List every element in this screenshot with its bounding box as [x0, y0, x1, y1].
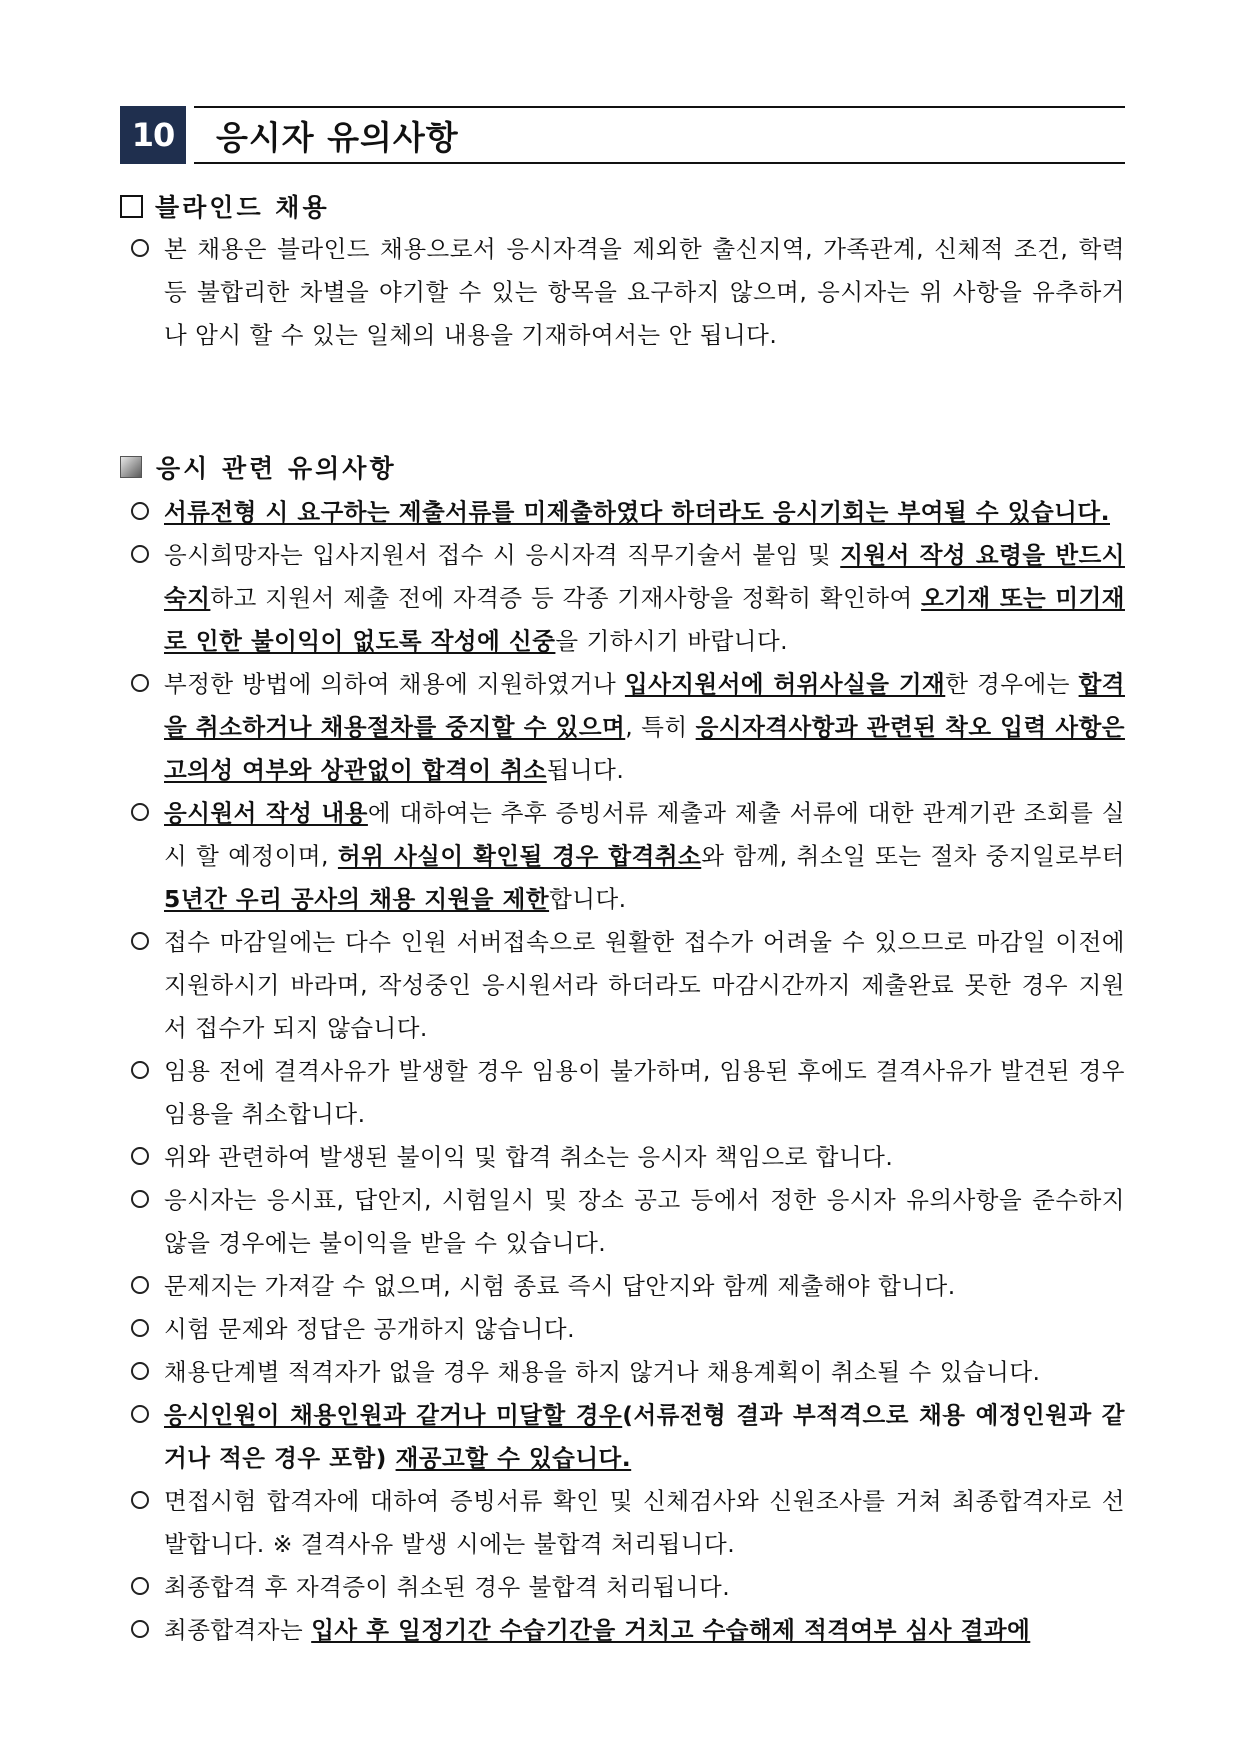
text-segment: 한 경우에는 [945, 670, 1079, 698]
text-segment: , 특히 [625, 713, 696, 741]
list-item [120, 1566, 1125, 1609]
list-item [120, 792, 1125, 921]
circle-bullet-icon [131, 1190, 149, 1208]
blind-recruitment-heading [120, 186, 1125, 226]
list-item-text [164, 1480, 1125, 1566]
list-item-text [164, 1265, 1125, 1308]
circle-bullet-icon [131, 1577, 149, 1595]
section-title: 응시자 유의사항 [216, 117, 459, 157]
circle-bullet-icon [131, 1061, 149, 1079]
emphasized-text: 5년간 우리 공사의 채용 지원을 제한 [164, 885, 550, 913]
text-segment: 본 채용은 블라인드 채용으로서 응시자격을 제외한 출신지역, 가족관계, 신체적 조건, 학력 등 불합리한 차별을 야기할 수 있는 항목을 요구하지 않으며, 응시자는 위 사항을 유추하거나 암시 할 수 있는 일체의 내용을 기재하여서는 안 됩니다. [164, 235, 1125, 349]
text-segment: 최종합격 후 자격증이 취소된 경우 불합격 처리됩니다. [164, 1573, 731, 1601]
list-item [120, 1050, 1125, 1136]
list-item [120, 1351, 1125, 1394]
list-item-text [164, 1179, 1125, 1265]
list-item-text [164, 1136, 1125, 1179]
list-item-text [164, 491, 1125, 534]
circle-bullet-icon [131, 674, 149, 692]
blind-bullet-list [120, 228, 1125, 357]
list-item-text [164, 1566, 1125, 1609]
notes-bullet-list [120, 491, 1125, 1652]
list-item [120, 228, 1125, 357]
list-item-text [164, 534, 1125, 663]
list-item [120, 1394, 1125, 1480]
list-item-text [164, 1351, 1125, 1394]
empty-square-icon [120, 195, 143, 218]
text-segment: 최종합격자는 [164, 1616, 312, 1644]
list-item-text [164, 792, 1125, 921]
text-segment: 면접시험 합격자에 대하여 증빙서류 확인 및 신체검사와 신원조사를 거쳐 최종합격자로 선발합니다. ※ 결격사유 발생 시에는 불합격 처리됩니다. [164, 1487, 1125, 1558]
text-segment: 와 함께, 취소일 또는 절차 중지일로부터 [701, 842, 1125, 870]
list-item-text [164, 1609, 1125, 1652]
text-segment: 을 기하시기 바랍니다. [555, 627, 789, 655]
list-item-text [164, 228, 1125, 357]
list-item-text [164, 1050, 1125, 1136]
emphasized-text: 응시인원이 채용인원과 같거나 미달할 경우 [164, 1401, 623, 1429]
circle-bullet-icon [131, 1147, 149, 1165]
circle-bullet-icon [131, 1491, 149, 1509]
circle-bullet-icon [131, 1319, 149, 1337]
emphasized-text: 재공고할 수 있습니다. [395, 1444, 632, 1472]
circle-bullet-icon [131, 803, 149, 821]
text-segment: 문제지는 가져갈 수 없으며, 시험 종료 즉시 답안지와 함께 제출해야 합니다. [164, 1272, 956, 1300]
notes-heading-text: 응시 관련 유의사항 [156, 454, 397, 483]
emphasized-text: 허위 사실이 확인될 경우 합격취소 [337, 842, 702, 870]
circle-bullet-icon [131, 1620, 149, 1638]
blind-heading-text: 블라인드 채용 [155, 193, 330, 222]
text-segment: 시험 문제와 정답은 공개하지 않습니다. [164, 1315, 576, 1343]
text-segment: 에 대하여는 추후 증빙서류 제출과 제출 서류에 대한 관계기관 조회를 실시 할 예정이며, [164, 799, 1125, 870]
section-title-bar [194, 106, 1125, 164]
list-item-text [164, 663, 1125, 792]
list-item [120, 663, 1125, 792]
text-segment: 응시희망자는 입사지원서 접수 시 응시자격 직무기술서 붙임 및 [164, 541, 841, 569]
notes-heading [120, 445, 1125, 489]
list-item [120, 1308, 1125, 1351]
list-item [120, 491, 1125, 534]
text-segment: 응시자는 응시표, 답안지, 시험일시 및 장소 공고 등에서 정한 응시자 유의사항을 준수하지 않을 경우에는 불이익을 받을 수 있습니다. [164, 1186, 1125, 1257]
text-segment: 됩니다. [546, 756, 625, 784]
text-segment: 채용단계별 적격자가 없을 경우 채용을 하지 않거나 채용계획이 취소될 수 있습니다. [164, 1358, 1041, 1386]
text-segment: 부정한 방법에 의하여 채용에 지원하였거나 [164, 670, 625, 698]
section-header [120, 104, 1125, 164]
text-segment: 합니다. [549, 885, 627, 913]
emphasized-text: 응시원서 작성 내용 [164, 799, 368, 827]
circle-bullet-icon [131, 1362, 149, 1380]
emphasized-text: 입사지원서에 허위사실을 기재 [624, 670, 946, 698]
text-segment: 접수 마감일에는 다수 인원 서버접속으로 원활한 접수가 어려울 수 있으므로 마감일 이전에 지원하시기 바라며, 작성중인 응시원서라 하더라도 마감시간까지 제출완료 못한 경우 지원서 접수가 되지 않습니다. [164, 928, 1125, 1042]
list-item-text [164, 1308, 1125, 1351]
emphasized-text: 오기재 또는 미기재로 인한 불이익이 없도록 작성에 신중 [164, 584, 1125, 655]
circle-bullet-icon [131, 502, 149, 520]
text-segment: 하고 지원서 제출 전에 자격증 등 각종 기재사항을 정확히 확인하여 [210, 584, 922, 612]
emphasized-text: 합격을 취소하거나 채용절차를 중지할 수 있으며 [164, 670, 1125, 741]
text-segment: (서류전형 결과 부적격으로 채용 예정인원과 같거나 적은 경우 포함) [164, 1401, 1126, 1472]
list-item-text [164, 1394, 1125, 1480]
circle-bullet-icon [131, 1276, 149, 1294]
emphasized-text: 응시자격사항과 관련된 착오 입력 사항은 고의성 여부와 상관없이 합격이 취소 [164, 713, 1125, 784]
list-item-text [164, 921, 1125, 1050]
list-item [120, 921, 1125, 1050]
list-item [120, 1609, 1125, 1652]
circle-bullet-icon [131, 545, 149, 563]
section-number-badge: 10 [120, 106, 186, 164]
circle-bullet-icon [131, 932, 149, 950]
circle-bullet-icon [131, 1405, 149, 1423]
text-segment: 임용 전에 결격사유가 발생할 경우 임용이 불가하며, 임용된 후에도 결격사유가 발견된 경우 임용을 취소합니다. [164, 1057, 1125, 1128]
emphasized-text: 입사 후 일정기간 수습기간을 거치고 수습해제 적격여부 심사 결과에 [311, 1616, 1031, 1644]
emphasized-text: 서류전형 시 요구하는 제출서류를 미제출하였다 하더라도 응시기회는 부여될 수 있습니다. [164, 498, 1110, 526]
emphasized-text: 지원서 작성 요령을 반드시 숙지 [164, 541, 1125, 612]
circle-bullet-icon [131, 239, 149, 257]
list-item [120, 534, 1125, 663]
list-item [120, 1179, 1125, 1265]
list-item [120, 1136, 1125, 1179]
list-item [120, 1265, 1125, 1308]
list-item [120, 1480, 1125, 1566]
filled-square-icon [120, 456, 142, 478]
text-segment: 위와 관련하여 발생된 불이익 및 합격 취소는 응시자 책임으로 합니다. [164, 1143, 894, 1171]
